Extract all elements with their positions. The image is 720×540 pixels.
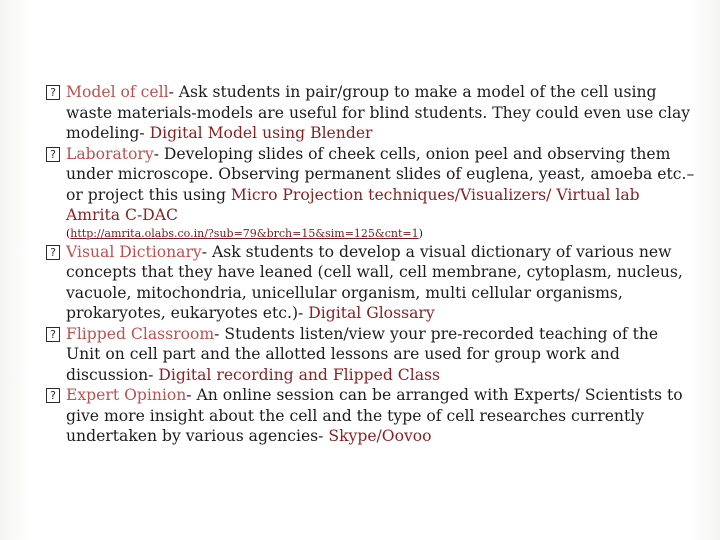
- lab-link-line: [66, 226, 696, 242]
- item-title: Model of cell: [66, 83, 169, 101]
- item-body: - Students listen/view your pre-recorded teaching of the Unit on cell part and the allotted lessons are used for group work and discussion-: [66, 324, 659, 384]
- bullet-icon: ?: [46, 388, 60, 403]
- list-item-flipped-classroom: [46, 324, 696, 386]
- bullet-icon: ?: [46, 147, 60, 162]
- item-tool: Digital recording and Flipped Class: [158, 365, 441, 384]
- item-body: - Ask students in pair/group to make a model of the cell using waste materials-models are useful for blind students. They could even use clay modeling-: [66, 83, 691, 142]
- bullet-icon: ?: [46, 327, 60, 342]
- list-item-model-of-cell: [46, 82, 696, 144]
- item-tool: Micro Projection techniques/Visualizers/ Virtual lab Amrita C-DAC: [66, 185, 640, 224]
- link-close-paren: ): [418, 226, 423, 240]
- list-item-expert-opinion: [46, 385, 696, 447]
- item-tool: Skype/Oovoo: [328, 427, 432, 445]
- item-title: Laboratory: [66, 144, 154, 163]
- item-body: - An online session can be arranged with Experts/ Scientists to give more insight about the cell and the type of cell researches currently undertaken by various agencies-: [66, 386, 683, 445]
- item-title: Flipped Classroom: [66, 324, 215, 343]
- item-title: Expert Opinion: [66, 386, 187, 404]
- bullet-icon: ?: [46, 85, 60, 100]
- list-item-visual-dictionary: [46, 242, 696, 324]
- bullet-list: [46, 82, 696, 447]
- item-body: - Developing slides of cheek cells, onion peel and observing them under microscope. Observing permanent slides of euglena, yeast, amoeba etc.– or project this using: [66, 144, 695, 204]
- bullet-icon: ?: [46, 245, 60, 260]
- link-open-paren: (: [66, 226, 71, 240]
- amrita-olabs-link[interactable]: http://amrita.olabs.co.in/?sub=79&brch=15&sim=125&cnt=1: [70, 226, 419, 240]
- item-tool: Digital Model using Blender: [149, 124, 373, 142]
- item-tool: Digital Glossary: [308, 304, 435, 322]
- list-item-laboratory: [46, 144, 696, 226]
- item-title: Visual Dictionary: [66, 242, 202, 261]
- item-body: - Ask students to develop a visual dictionary of various new concepts that they have leaned (cell wall, cell membrane, cytoplasm, nucleus, vacuole, mitochondria, unicellular organism, multi cellular organisms, prokaryotes, eukaryotes etc.)-: [66, 242, 683, 322]
